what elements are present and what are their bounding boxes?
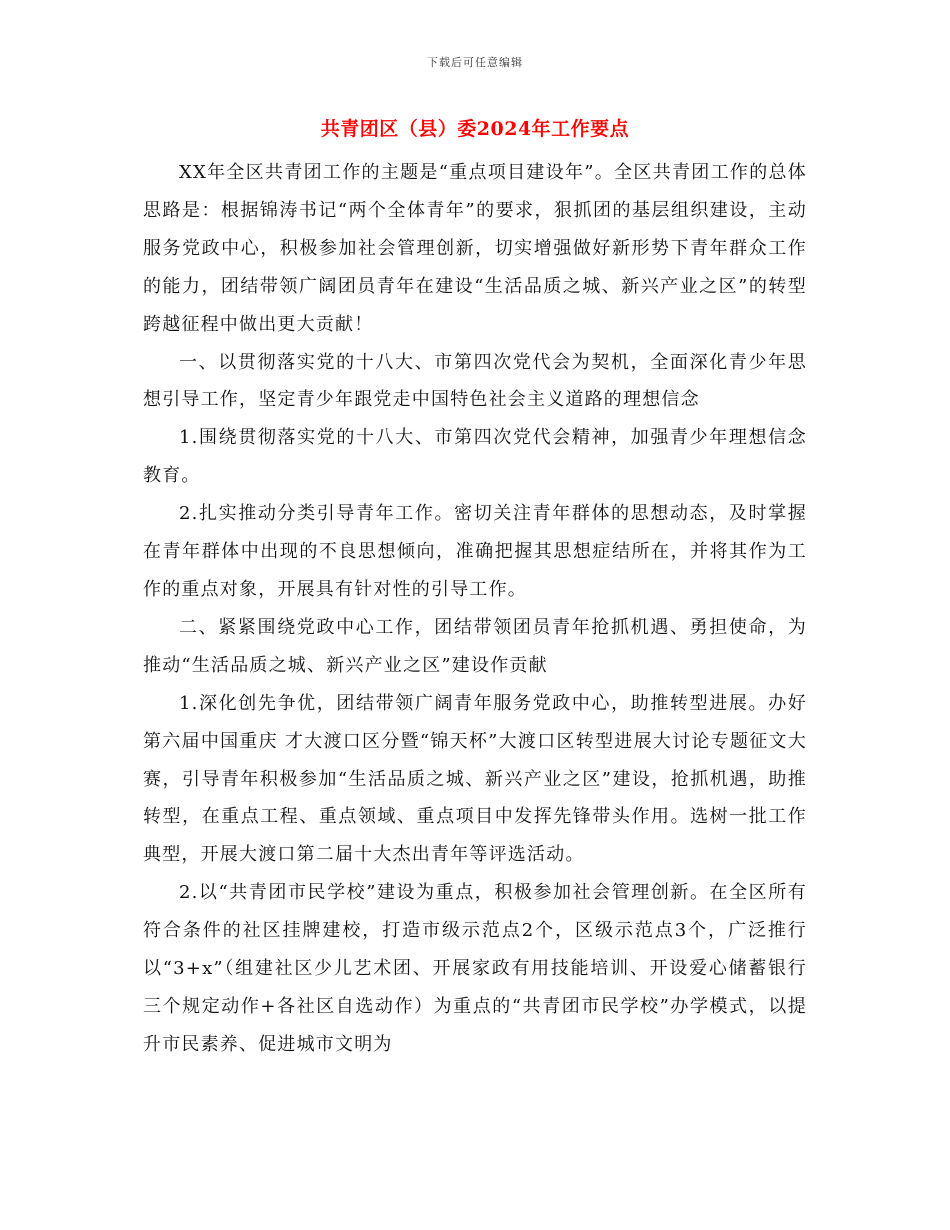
paragraph-item: 2.以“共青团市民学校”建设为重点，积极参加社会管理创新。在全区所有符合条件的社区挂牌建校，打造市级示范点2个，区级示范点3个，广泛推行以“3+x”（组建社区少儿艺术团、开展家政有用技能培训、开设爱心储蓄银行三个规定动作+各社区自选动作）为重点的“共青团市民学校”办学模式，以提升市民素养、促进城市文明为: [143, 882, 807, 1055]
paragraph-item: 2.扎实推动分类引导青年工作。密切关注青年群体的思想动态，及时掌握在青年群体中出现的不良思想倾向，准确把握其思想症结所在，并将其作为工作的重点对象，开展具有针对性的引导工作。: [143, 503, 807, 600]
document-body: [143, 154, 807, 1064]
paragraph-intro: XX年全区共青团工作的主题是“重点项目建设年”。全区共青团工作的总体思路是：根据锦涛书记“两个全体青年”的要求，狠抓团的基层组织建设，主动服务党政中心，积极参加社会管理创新，切实增强做好新形势下青年群众工作的能力，团结带领广阔团员青年在建设“生活品质之城、新兴产业之区”的转型跨越征程中做出更大贡献！: [143, 162, 807, 335]
paragraph-item: 1.深化创先争优，团结带领广阔青年服务党政中心，助推转型进展。办好第六届中国重庆 才大渡口区分暨“锦天杯”大渡口区转型进展大讨论专题征文大赛，引导青年积极参加“生活品质之城、新兴产业之区”建设，抢抓机遇，助推转型，在重点工程、重点领域、重点项目中发挥先锋带头作用。选树一批工作典型，开展大渡口第二届十大杰出青年等评选活动。: [143, 692, 807, 866]
section-heading-2: 二、紧紧围绕党政中心工作，团结带领团员青年抢抓机遇、勇担使命，为推动“生活品质之城、新兴产业之区”建设作贡献: [143, 616, 807, 676]
section-heading-1: 一、以贯彻落实党的十八大、市第四次党代会为契机，全面深化青少年思想引导工作，坚定青少年跟党走中国特色社会主义道路的理想信念: [143, 351, 807, 411]
header-note: 下载后可任意编辑: [427, 56, 523, 69]
paragraph-item: 1.围绕贯彻落实党的十八大、市第四次党代会精神，加强青少年理想信念教育。: [143, 427, 807, 487]
document-title: 共青团区（县）委2024年工作要点: [320, 118, 630, 140]
